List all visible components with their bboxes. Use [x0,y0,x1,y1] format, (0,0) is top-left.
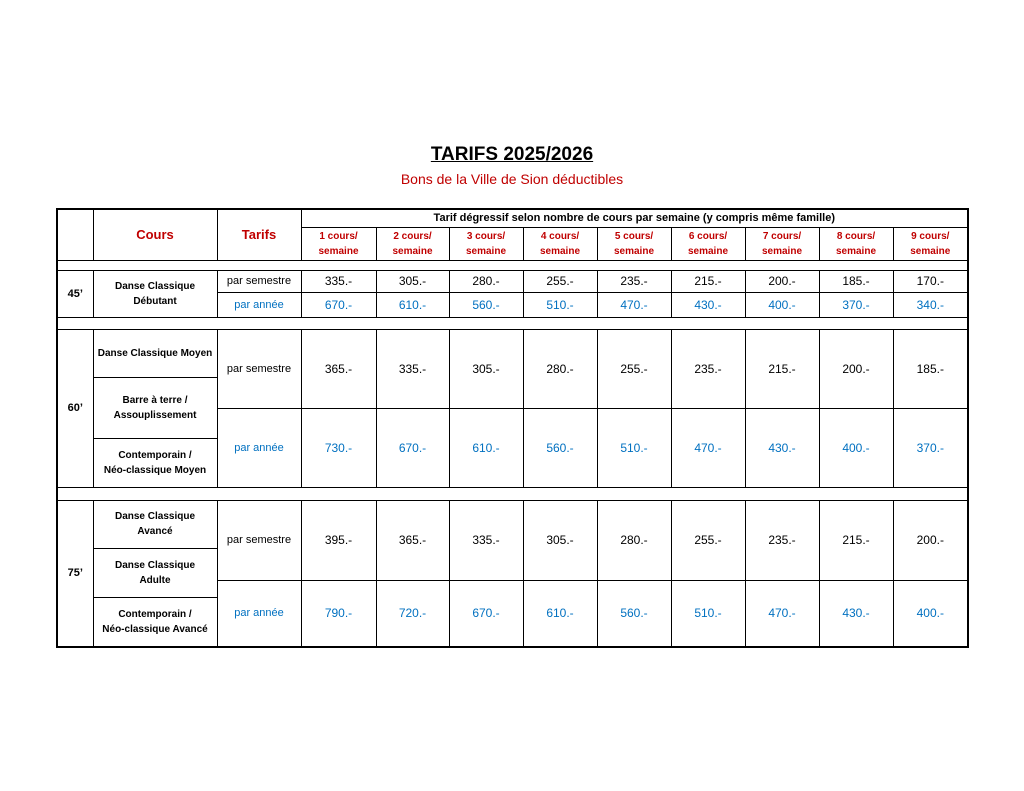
separator-row [57,260,968,270]
price-cell: 215.- [671,270,745,292]
header-col-4: 4 cours/ semaine [523,227,597,260]
price-cell: 470.- [597,292,671,317]
header-degressif: Tarif dégressif selon nombre de cours par semaine (y compris même famille) [301,209,968,227]
price-cell: 215.- [819,500,893,580]
price-cell: 200.- [819,329,893,408]
price-cell: 510.- [671,580,745,647]
price-cell: 255.- [523,270,597,292]
price-cell: 560.- [449,292,523,317]
price-cell: 335.- [449,500,523,580]
price-cell: 430.- [671,292,745,317]
price-cell: 280.- [597,500,671,580]
header-cours: Cours [93,209,217,260]
price-cell: 170.- [893,270,968,292]
header-col-1: 1 cours/ semaine [301,227,376,260]
duration-45: 45’ [57,270,93,317]
price-cell: 365.- [376,500,449,580]
price-cell: 670.- [449,580,523,647]
price-cell: 255.- [597,329,671,408]
price-cell: 610.- [449,408,523,487]
price-cell: 400.- [893,580,968,647]
price-cell: 305.- [523,500,597,580]
price-cell: 200.- [745,270,819,292]
price-cell: 730.- [301,408,376,487]
price-cell: 335.- [376,329,449,408]
header-col-5: 5 cours/ semaine [597,227,671,260]
price-cell: 470.- [671,408,745,487]
label-annee: par année [217,408,301,487]
price-cell: 235.- [597,270,671,292]
price-cell: 235.- [671,329,745,408]
page-subtitle: Bons de la Ville de Sion déductibles [400,171,624,187]
price-cell: 235.- [745,500,819,580]
price-cell: 365.- [301,329,376,408]
course-name: Contemporain / Néo-classique Moyen [93,438,217,487]
price-cell: 610.- [523,580,597,647]
header-col-8: 8 cours/ semaine [819,227,893,260]
header-col-3: 3 cours/ semaine [449,227,523,260]
price-cell: 215.- [745,329,819,408]
header-col-9: 9 cours/ semaine [893,227,968,260]
label-semestre: par semestre [217,270,301,292]
label-semestre: par semestre [217,329,301,408]
header-col-2: 2 cours/ semaine [376,227,449,260]
price-cell: 510.- [523,292,597,317]
price-cell: 370.- [893,408,968,487]
tariff-table [56,208,969,648]
price-cell: 470.- [745,580,819,647]
page-title: TARIFS 2025/2026 [430,144,594,165]
price-cell: 305.- [449,329,523,408]
course-name: Barre à terre / Assouplissement [93,377,217,438]
course-name: Danse Classique Moyen [93,329,217,377]
price-cell: 255.- [671,500,745,580]
price-cell: 185.- [893,329,968,408]
price-cell: 430.- [745,408,819,487]
duration-75: 75’ [57,500,93,647]
price-cell: 560.- [597,580,671,647]
course-name: Danse Classique Adulte [93,548,217,597]
price-cell: 395.- [301,500,376,580]
price-cell: 430.- [819,580,893,647]
header-col-6: 6 cours/ semaine [671,227,745,260]
price-cell: 790.- [301,580,376,647]
label-annee: par année [217,580,301,647]
price-cell: 720.- [376,580,449,647]
price-cell: 280.- [523,329,597,408]
separator-row [57,317,968,329]
duration-60: 60’ [57,329,93,487]
header-tarifs: Tarifs [217,209,301,260]
label-semestre: par semestre [217,500,301,580]
price-cell: 305.- [376,270,449,292]
label-annee: par année [217,292,301,317]
price-cell: 560.- [523,408,597,487]
price-cell: 200.- [893,500,968,580]
course-name: Contemporain / Néo-classique Avancé [93,597,217,647]
price-cell: 400.- [819,408,893,487]
course-name: Danse Classique Avancé [93,500,217,548]
price-cell: 610.- [376,292,449,317]
price-cell: 510.- [597,408,671,487]
price-cell: 670.- [301,292,376,317]
price-cell: 185.- [819,270,893,292]
price-cell: 335.- [301,270,376,292]
price-cell: 400.- [745,292,819,317]
corner-cell [57,209,93,260]
header-col-7: 7 cours/ semaine [745,227,819,260]
price-cell: 670.- [376,408,449,487]
course-name: Danse Classique Débutant [93,270,217,317]
price-cell: 280.- [449,270,523,292]
price-cell: 370.- [819,292,893,317]
price-cell: 340.- [893,292,968,317]
separator-row [57,487,968,500]
